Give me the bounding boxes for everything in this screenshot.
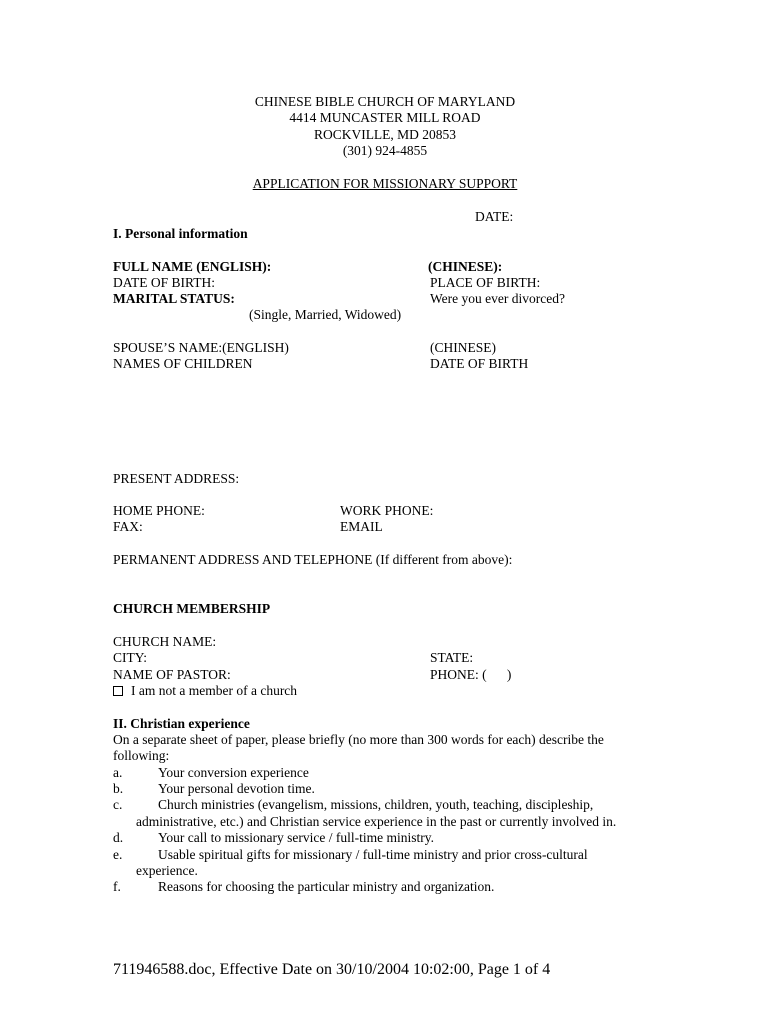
date-label: DATE:: [475, 209, 514, 224]
work-phone-label: WORK PHONE:: [340, 503, 434, 518]
children-names-label: NAMES OF CHILDREN: [113, 356, 253, 371]
section-personal-title: I. Personal information: [113, 226, 248, 241]
full-name-chinese-label: (CHINESE):: [428, 259, 503, 274]
place-of-birth-label: PLACE OF BIRTH:: [430, 275, 541, 290]
spouse-name-label: SPOUSE’S NAME:(ENGLISH): [113, 340, 289, 355]
page-footer: 711946588.doc, Effective Date on 30/10/2004 10:02:00, Page 1 of 4: [113, 961, 551, 978]
not-member-checkbox[interactable]: [113, 686, 123, 696]
item-f-letter: f.: [113, 879, 121, 894]
section-christian-title: II. Christian experience: [113, 716, 250, 731]
church-city: ROCKVILLE, MD 20853: [313, 127, 457, 142]
permanent-address-label: PERMANENT ADDRESS AND TELEPHONE (If different from above):: [113, 552, 513, 567]
email-label: EMAIL: [340, 519, 383, 534]
item-b-letter: b.: [113, 781, 124, 796]
divorced-question: Were you ever divorced?: [430, 291, 565, 306]
spouse-chinese-label: (CHINESE): [430, 340, 496, 355]
item-b-text: Your personal devotion time.: [158, 781, 315, 796]
church-name: CHINESE BIBLE CHURCH OF MARYLAND: [254, 94, 516, 109]
marital-options: (Single, Married, Widowed): [249, 307, 402, 322]
full-name-english-label: FULL NAME (ENGLISH):: [113, 259, 272, 274]
item-a-text: Your conversion experience: [158, 765, 309, 780]
section-church-title: CHURCH MEMBERSHIP: [113, 601, 271, 616]
not-member-label: I am not a member of a church: [131, 683, 298, 698]
item-d-letter: d.: [113, 830, 124, 845]
pastor-name-label: NAME OF PASTOR:: [113, 667, 231, 682]
date-of-birth-label: DATE OF BIRTH:: [113, 275, 215, 290]
item-e-text: Usable spiritual gifts for missionary / full-time ministry and prior cross-cultural: [158, 847, 588, 862]
christian-intro-line1: On a separate sheet of paper, please briefly (no more than 300 words for each) describe the: [113, 732, 604, 747]
not-member-option[interactable]: [113, 683, 297, 699]
item-c-continuation: administrative, etc.) and Christian service experience in the past or currently involved in.: [136, 814, 617, 829]
item-a-letter: a.: [113, 765, 123, 780]
home-phone-label: HOME PHONE:: [113, 503, 205, 518]
church-name-label: CHURCH NAME:: [113, 634, 217, 649]
children-dob-label: DATE OF BIRTH: [430, 356, 529, 371]
fax-label: FAX:: [113, 519, 143, 534]
item-c-text: Church ministries (evangelism, missions, children, youth, teaching, discipleship,: [158, 797, 594, 812]
present-address-label: PRESENT ADDRESS:: [113, 471, 240, 486]
church-street: 4414 MUNCASTER MILL ROAD: [289, 110, 481, 125]
form-title: APPLICATION FOR MISSIONARY SUPPORT: [252, 176, 518, 191]
pastor-phone-label: PHONE: ( ): [430, 667, 512, 682]
item-e-continuation: experience.: [136, 863, 198, 878]
christian-intro-line2: following:: [113, 748, 170, 763]
item-d-text: Your call to missionary service / full-time ministry.: [158, 830, 434, 845]
item-e-letter: e.: [113, 847, 123, 862]
church-phone: (301) 924-4855: [342, 143, 428, 158]
item-f-text: Reasons for choosing the particular ministry and organization.: [158, 879, 495, 894]
church-state-label: STATE:: [430, 650, 474, 665]
church-city-label: CITY:: [113, 650, 148, 665]
item-c-letter: c.: [113, 797, 123, 812]
marital-status-label: MARITAL STATUS:: [113, 291, 235, 306]
